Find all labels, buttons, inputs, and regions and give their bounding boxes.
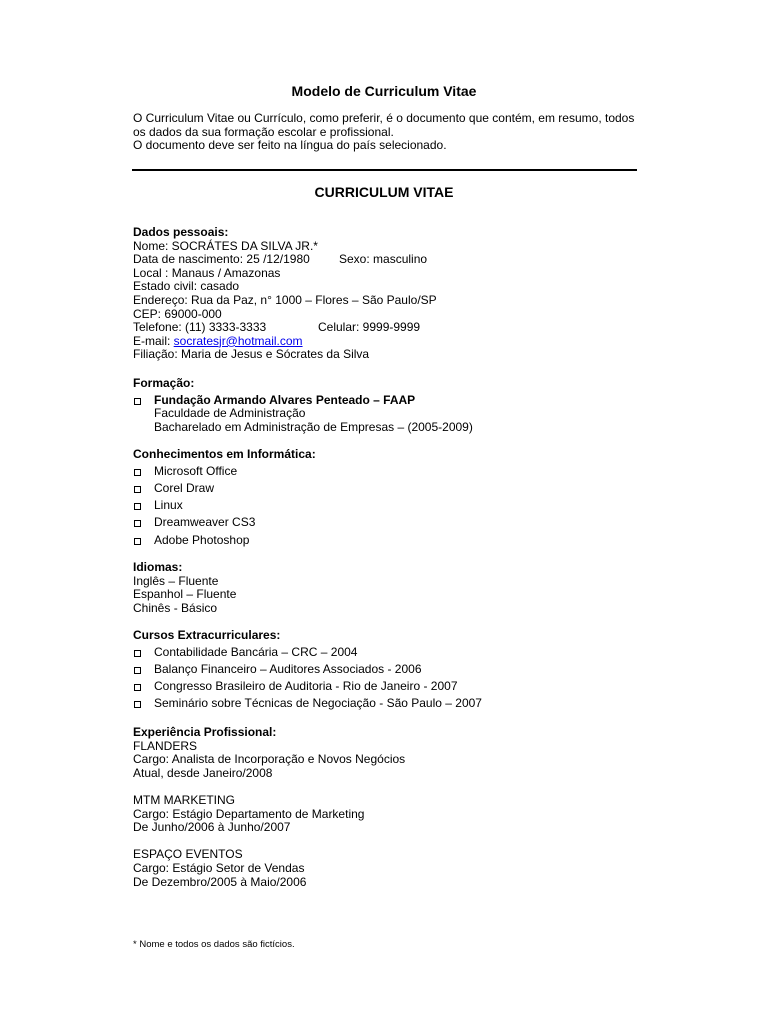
institution: Fundação Armando Alvares Penteado – FAAP xyxy=(154,392,416,407)
horizontal-rule xyxy=(132,169,637,171)
list-item xyxy=(133,661,482,678)
job-entry xyxy=(133,794,405,835)
list-item xyxy=(133,532,316,549)
intro-line: O Curriculum Vitae ou Currículo, como preferir, é o documento que contém, em resumo, todos xyxy=(133,111,635,125)
job-role: Cargo: Estágio Departamento de Marketing xyxy=(133,806,365,821)
personal-data-section xyxy=(133,226,437,362)
job-period: Atual, desde Janeiro/2008 xyxy=(133,765,273,780)
square-bullet-icon xyxy=(134,398,141,405)
job-entry xyxy=(133,740,405,781)
section-heading: Conhecimentos em Informática: xyxy=(133,447,316,461)
sex: Sexo: masculino xyxy=(339,252,428,267)
list-item xyxy=(133,497,316,514)
name-line: Nome: SOCRÁTES DA SILVA JR.* xyxy=(133,238,318,253)
courses-list xyxy=(133,644,482,713)
footnote: * Nome e todos os dados são fictícios. xyxy=(133,939,295,950)
job-role: Cargo: Estágio Setor de Vendas xyxy=(133,860,305,875)
list-item-label: Microsoft Office xyxy=(154,463,238,478)
cv-title: CURRICULUM VITAE xyxy=(314,184,454,200)
document-title: Modelo de Curriculum Vitae xyxy=(291,83,477,99)
job-company: ESPAÇO EVENTOS xyxy=(133,847,243,862)
section-heading: Experiência Profissional: xyxy=(133,725,277,739)
list-item xyxy=(133,678,482,695)
phone-line xyxy=(133,321,437,335)
square-bullet-icon xyxy=(134,486,141,493)
section-heading: Dados pessoais: xyxy=(133,225,229,239)
square-bullet-icon xyxy=(134,667,141,674)
experience-section xyxy=(133,726,405,889)
list-item xyxy=(133,480,316,497)
list-item xyxy=(133,463,316,480)
languages-section xyxy=(133,561,236,615)
square-bullet-icon xyxy=(134,538,141,545)
it-skills-list xyxy=(133,463,316,549)
birth-sex-line xyxy=(133,253,437,267)
square-bullet-icon xyxy=(134,520,141,527)
list-item xyxy=(133,514,316,531)
list-item-label: Linux xyxy=(154,498,183,513)
intro-line: O documento deve ser feito na língua do país selecionado. xyxy=(133,138,447,153)
email-link[interactable]: socratesjr@hotmail.com xyxy=(173,333,303,348)
language-line: Inglês – Fluente xyxy=(133,573,219,588)
cep-line: CEP: 69000-000 xyxy=(133,306,222,321)
square-bullet-icon xyxy=(134,503,141,510)
list-item-label: Balanço Financeiro – Auditores Associados - 2006 xyxy=(154,661,422,676)
job-role: Cargo: Analista de Incorporação e Novos Negócios xyxy=(133,752,406,767)
square-bullet-icon xyxy=(134,469,141,476)
list-item-label: Adobe Photoshop xyxy=(154,532,250,547)
square-bullet-icon xyxy=(134,684,141,691)
education-section xyxy=(133,377,473,434)
section-heading: Formação: xyxy=(133,376,195,390)
local-line: Local : Manaus / Amazonas xyxy=(133,265,281,280)
email-label: E-mail: xyxy=(133,333,174,348)
intro-line: os dados da sua formação escolar e profissional. xyxy=(133,124,394,139)
job-period: De Junho/2006 à Junho/2007 xyxy=(133,820,291,835)
list-item-label: Congresso Brasileiro de Auditoria - Rio de Janeiro - 2007 xyxy=(154,679,458,694)
degree-line: Bacharelado em Administração de Empresas – (2005-2009) xyxy=(154,419,473,434)
birth-date: Data de nascimento: 25 /12/1980 xyxy=(133,252,310,267)
intro-paragraph xyxy=(133,112,643,153)
list-item-label: Contabilidade Bancária – CRC – 2004 xyxy=(154,644,358,659)
faculty-line: Faculdade de Administração xyxy=(154,406,306,421)
phone: Telefone: (11) 3333-3333 xyxy=(133,320,267,335)
education-list xyxy=(133,394,473,408)
list-item xyxy=(133,695,482,712)
list-item-label: Corel Draw xyxy=(154,480,215,495)
civil-status-line: Estado civil: casado xyxy=(133,279,240,294)
job-company: MTM MARKETING xyxy=(133,792,235,807)
job-period: De Dezembro/2005 à Maio/2006 xyxy=(133,874,307,889)
list-item-label: Dreamweaver CS3 xyxy=(154,515,256,530)
square-bullet-icon xyxy=(134,650,141,657)
language-line: Chinês - Básico xyxy=(133,600,218,615)
courses-section xyxy=(133,629,482,713)
job-entry xyxy=(133,848,405,889)
address-line: Endereço: Rua da Paz, n° 1000 – Flores – São Paulo/SP xyxy=(133,292,437,307)
section-heading: Idiomas: xyxy=(133,560,183,574)
mobile: Celular: 9999-9999 xyxy=(318,320,421,335)
filiation-line: Filiação: Maria de Jesus e Sócrates da Silva xyxy=(133,347,370,362)
section-heading: Cursos Extracurriculares: xyxy=(133,628,281,642)
language-line: Espanhol – Fluente xyxy=(133,587,237,602)
square-bullet-icon xyxy=(134,701,141,708)
it-skills-section xyxy=(133,448,316,549)
job-company: FLANDERS xyxy=(133,738,198,753)
list-item xyxy=(133,644,482,661)
email-line xyxy=(133,335,437,349)
list-item-label: Seminário sobre Técnicas de Negociação - São Paulo – 2007 xyxy=(154,696,482,711)
list-item xyxy=(133,394,473,408)
